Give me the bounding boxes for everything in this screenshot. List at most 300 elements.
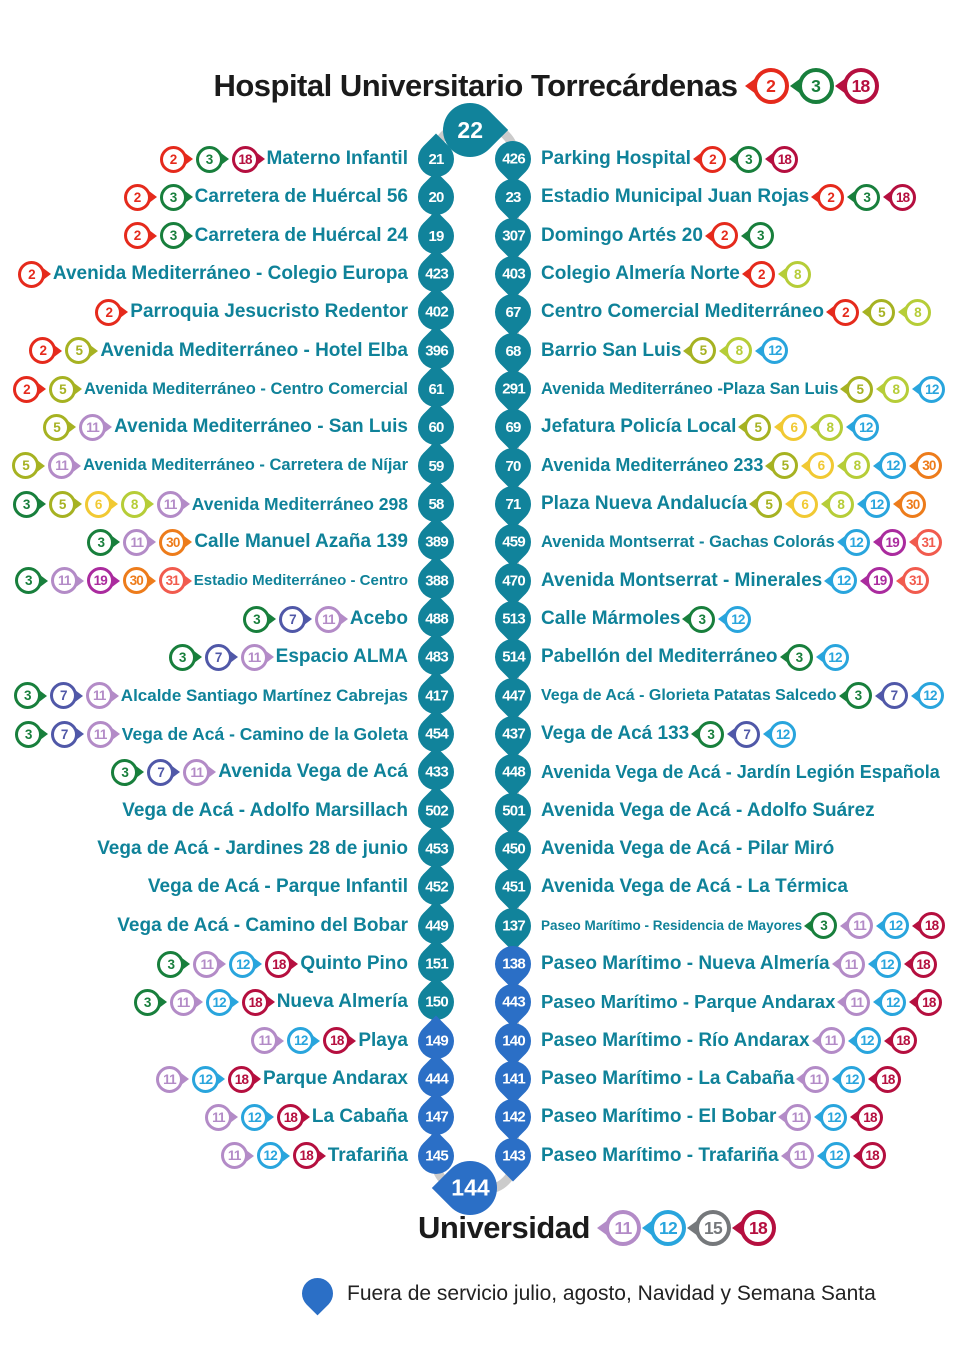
line-badge-number: 11 xyxy=(163,1071,176,1087)
line-7-badge xyxy=(279,606,306,633)
line-19-badge xyxy=(87,567,114,594)
stop-row xyxy=(493,332,948,370)
stop-line-badges xyxy=(43,414,106,441)
stop-number: 451 xyxy=(501,878,525,896)
line-badge-number: 11 xyxy=(791,1109,805,1125)
line-8-badge xyxy=(882,376,909,403)
stop-row xyxy=(493,447,948,485)
line-badge-number: 12 xyxy=(845,1071,859,1087)
line-12-badge xyxy=(650,1210,686,1246)
line-12-badge xyxy=(229,951,256,978)
line-badge-number: 2 xyxy=(842,304,849,320)
stop-line-badges xyxy=(838,951,937,978)
line-badge-number: 19 xyxy=(93,573,107,589)
line-badge-number: 3 xyxy=(820,918,827,934)
line-12-badge xyxy=(769,721,796,748)
line-12-badge xyxy=(823,1142,850,1169)
line-18-badge xyxy=(843,68,879,104)
line-badge-number: 11 xyxy=(809,1071,823,1087)
stop-name: Avenida Mediterráneo - Hotel Elba xyxy=(100,339,408,361)
line-badge-number: 2 xyxy=(169,151,177,167)
stop-line-badges xyxy=(688,606,751,633)
stop-row xyxy=(12,255,456,293)
line-11-badge xyxy=(784,1104,811,1131)
line-12-badge xyxy=(206,989,233,1016)
line-badge-number: 11 xyxy=(247,649,261,665)
legend xyxy=(302,1278,876,1309)
line-badge-number: 12 xyxy=(236,956,250,972)
stop-line-badges xyxy=(810,912,945,939)
stop-marker xyxy=(488,862,539,913)
line-2-badge xyxy=(18,261,45,288)
stop-name: Paseo Marítimo - Nueva Almería xyxy=(541,953,830,975)
stop-line-badges xyxy=(14,682,113,709)
stop-name: Avenida Montserrat - Gachas Colorás xyxy=(541,532,835,551)
line-badge-number: 12 xyxy=(198,1071,213,1087)
line-11-badge xyxy=(205,1104,232,1131)
line-3-badge xyxy=(13,491,40,518)
line-badge-number: 3 xyxy=(811,75,821,96)
line-badge-number: 5 xyxy=(781,458,789,474)
line-badge-number: 3 xyxy=(854,688,862,704)
line-badge-number: 5 xyxy=(58,496,66,512)
line-badge-number: 18 xyxy=(234,1071,249,1087)
stop-line-badges xyxy=(12,452,75,479)
stop-name: Vega de Acá - Glorieta Patatas Salcedo xyxy=(541,686,837,704)
stop-name: Vega de Acá - Camino de la Goleta xyxy=(121,723,408,744)
line-7-badge xyxy=(147,759,174,786)
stop-marker-cell xyxy=(493,294,533,330)
line-30-badge xyxy=(915,452,942,479)
stop-number: 140 xyxy=(501,1032,525,1050)
stop-line-badges xyxy=(160,146,259,173)
line-badge-number: 18 xyxy=(851,75,870,96)
stop-number: 452 xyxy=(424,878,448,896)
stop-name: Avenida Montserrat - Minerales xyxy=(541,569,823,591)
stop-line-badges xyxy=(784,1104,883,1131)
stop-number: 443 xyxy=(501,993,525,1011)
stop-marker-cell xyxy=(493,678,533,714)
stop-name: Nueva Almería xyxy=(276,991,408,1013)
line-3-badge xyxy=(747,222,774,249)
stop-marker xyxy=(488,134,539,185)
line-2-badge xyxy=(711,222,738,249)
stop-marker-cell xyxy=(493,218,533,254)
line-badge-number: 5 xyxy=(878,304,885,320)
line-12-badge xyxy=(917,682,944,709)
stop-line-badges xyxy=(134,989,269,1016)
header-terminus-title: Hospital Universitario Torrecárdenas xyxy=(213,68,738,103)
stop-number: 147 xyxy=(424,1108,448,1126)
stop-name: Barrio San Luis xyxy=(541,339,682,361)
line-badge-number: 5 xyxy=(765,496,773,512)
stop-marker xyxy=(488,939,539,990)
stop-number: 59 xyxy=(428,457,444,475)
line-12-badge xyxy=(820,1104,847,1131)
stop-number: 68 xyxy=(505,342,521,360)
line-12-badge xyxy=(257,1142,284,1169)
stop-row xyxy=(12,370,456,408)
line-11-badge xyxy=(843,989,870,1016)
stop-row xyxy=(12,983,456,1021)
line-11-badge xyxy=(48,452,75,479)
line-badge-number: 8 xyxy=(130,496,138,512)
stop-marker xyxy=(488,249,539,300)
stop-number: 444 xyxy=(424,1070,448,1088)
stop-marker-cell xyxy=(493,831,533,867)
stop-name: Avenida Mediterráneo -Plaza San Luis xyxy=(541,379,839,398)
stop-row xyxy=(12,715,456,753)
stop-name: Jefatura Policía Local xyxy=(541,416,737,438)
stop-name: Parroquia Jesucristo Redentor xyxy=(130,301,408,323)
line-badge-number: 5 xyxy=(75,343,83,359)
stop-row xyxy=(493,562,948,600)
line-11-badge xyxy=(86,682,113,709)
stop-name: La Cabaña xyxy=(311,1106,408,1128)
stop-number: 448 xyxy=(501,763,525,781)
line-badge-number: 11 xyxy=(853,918,866,934)
stop-marker xyxy=(488,517,539,568)
line-badge-number: 18 xyxy=(916,956,930,972)
stop-line-badges xyxy=(748,261,811,288)
stop-row xyxy=(12,1098,456,1136)
stop-line-badges xyxy=(846,376,945,403)
stop-number: 69 xyxy=(505,418,521,436)
line-12-badge xyxy=(822,644,849,671)
stop-marker-cell xyxy=(493,524,533,560)
line-2-badge xyxy=(753,68,789,104)
stop-marker xyxy=(488,747,539,798)
line-badge-number: 2 xyxy=(105,304,113,320)
line-12-badge xyxy=(879,989,906,1016)
line-11-badge xyxy=(87,721,114,748)
line-11-badge xyxy=(221,1142,248,1169)
stop-line-badges xyxy=(156,1066,255,1093)
line-3-badge xyxy=(735,146,762,173)
stop-number: 453 xyxy=(424,840,448,858)
line-3-badge xyxy=(853,184,880,211)
line-11-badge xyxy=(315,606,342,633)
stop-name: Vega de Acá - Parque Infantil xyxy=(147,876,408,898)
line-18-badge xyxy=(859,1142,886,1169)
stop-name: Domingo Artés 20 xyxy=(541,224,703,246)
line-5-badge xyxy=(12,452,39,479)
line-badge-number: 5 xyxy=(53,419,60,435)
line-3-badge xyxy=(845,682,872,709)
line-6-badge xyxy=(780,414,807,441)
stop-number: 447 xyxy=(501,687,525,705)
stop-marker-cell xyxy=(493,371,533,407)
line-badge-number: 11 xyxy=(227,1148,241,1164)
line-badge-number: 18 xyxy=(896,1033,910,1049)
stop-marker-cell xyxy=(493,869,533,905)
line-badge-number: 2 xyxy=(721,228,728,244)
stop-row xyxy=(493,1060,948,1098)
line-badge-number: 18 xyxy=(299,1148,313,1164)
stop-number: 470 xyxy=(501,572,525,590)
line-badge-number: 11 xyxy=(322,611,335,627)
line-3-badge xyxy=(87,529,114,556)
stop-number: 137 xyxy=(501,917,525,935)
line-badge-number: 31 xyxy=(909,573,923,589)
line-12-badge xyxy=(287,1027,314,1054)
line-badge-number: 3 xyxy=(23,688,31,704)
line-badge-number: 31 xyxy=(165,573,179,589)
line-badge-number: 11 xyxy=(793,1148,807,1164)
line-badge-number: 12 xyxy=(212,994,226,1010)
line-badge-number: 11 xyxy=(200,956,214,972)
stop-number: 151 xyxy=(424,955,448,973)
line-badge-number: 15 xyxy=(704,1217,722,1238)
line-12-badge xyxy=(843,529,870,556)
line-7-badge xyxy=(881,682,908,709)
line-12-badge xyxy=(852,414,879,441)
line-badge-number: 11 xyxy=(86,419,99,435)
line-badge-number: 18 xyxy=(922,994,936,1010)
line-18-badge xyxy=(910,951,937,978)
line-badge-number: 5 xyxy=(699,343,707,359)
stop-row xyxy=(493,677,948,715)
line-badge-number: 8 xyxy=(793,266,801,282)
line-badge-number: 7 xyxy=(59,688,67,704)
line-7-badge xyxy=(733,721,760,748)
line-12-badge xyxy=(918,376,945,403)
line-3-badge xyxy=(160,222,187,249)
stop-row xyxy=(12,600,456,638)
stop-name: Avenida Mediterráneo 298 xyxy=(191,493,408,514)
stop-name: Avenida Mediterráneo - Carretera de Níjar xyxy=(83,456,408,475)
line-badge-number: 2 xyxy=(23,381,30,397)
stop-marker xyxy=(488,1015,539,1066)
stop-number: 70 xyxy=(505,457,521,475)
line-badge-number: 11 xyxy=(176,994,190,1010)
stop-row xyxy=(12,140,456,178)
line-badge-number: 8 xyxy=(914,304,921,320)
line-5-badge xyxy=(755,491,782,518)
stop-row xyxy=(12,945,456,983)
stop-line-badges xyxy=(755,491,926,518)
line-12-badge xyxy=(761,337,788,364)
stop-name: Paseo Marítimo - El Bobar xyxy=(541,1106,777,1128)
stop-marker-cell xyxy=(493,1061,533,1097)
line-badge-number: 12 xyxy=(659,1217,677,1238)
seasonal-stop-pin-icon xyxy=(296,1272,340,1316)
line-5-badge xyxy=(868,299,895,326)
line-3-badge xyxy=(196,146,223,173)
stop-name: Avenida Mediterráneo 233 xyxy=(541,455,764,476)
line-badge-number: 3 xyxy=(121,764,129,780)
line-18-badge xyxy=(323,1027,350,1054)
stop-line-badges xyxy=(221,1142,320,1169)
header xyxy=(66,68,960,104)
stop-row xyxy=(12,638,456,676)
line-badge-number: 18 xyxy=(777,151,792,167)
stop-line-badges xyxy=(818,1027,917,1054)
line-badge-number: 12 xyxy=(731,611,745,627)
stop-number: 145 xyxy=(424,1147,448,1165)
stop-number: 71 xyxy=(505,495,521,513)
line-badge-number: 3 xyxy=(795,649,803,665)
line-badge-number: 19 xyxy=(873,573,887,589)
line-badge-number: 6 xyxy=(790,419,798,435)
stop-number: 426 xyxy=(501,150,525,168)
line-badge-number: 12 xyxy=(829,1148,843,1164)
line-badge-number: 7 xyxy=(890,688,898,704)
stop-number: 389 xyxy=(424,533,448,551)
line-5-badge xyxy=(689,337,716,364)
line-badge-number: 11 xyxy=(212,1109,225,1125)
line-badge-number: 3 xyxy=(698,611,706,627)
line-12-badge xyxy=(879,452,906,479)
line-2-badge xyxy=(160,146,187,173)
line-11-badge xyxy=(787,1142,814,1169)
terminal-top-stop-number: 22 xyxy=(457,116,483,143)
stop-number: 149 xyxy=(424,1032,448,1050)
line-2-badge xyxy=(29,337,56,364)
line-3-badge xyxy=(798,68,834,104)
stop-line-badges xyxy=(843,989,942,1016)
stop-name: Paseo Marítimo - La Cabaña xyxy=(541,1068,795,1090)
stop-number: 67 xyxy=(505,303,521,321)
line-badge-number: 3 xyxy=(97,534,105,550)
line-badge-number: 11 xyxy=(850,994,864,1010)
stop-line-badges xyxy=(697,721,796,748)
stop-number: 423 xyxy=(424,265,448,283)
stop-number: 307 xyxy=(501,227,525,245)
line-18-badge xyxy=(277,1104,304,1131)
stop-line-badges xyxy=(771,452,942,479)
stop-line-badges xyxy=(830,567,929,594)
line-badge-number: 3 xyxy=(143,994,151,1010)
stop-number: 403 xyxy=(501,265,525,283)
line-11-badge xyxy=(193,951,220,978)
line-8-badge xyxy=(121,491,148,518)
line-badge-number: 3 xyxy=(205,151,213,167)
stop-name: Calle Mármoles xyxy=(541,608,681,630)
line-badge-number: 30 xyxy=(129,573,143,589)
stop-row xyxy=(493,907,948,945)
line-badge-number: 7 xyxy=(214,649,222,665)
stop-number: 502 xyxy=(424,802,448,820)
stop-number: 142 xyxy=(501,1108,525,1126)
stop-marker-cell xyxy=(493,946,533,982)
line-18-badge xyxy=(918,912,945,939)
stop-number: 388 xyxy=(424,572,448,590)
stop-marker-cell xyxy=(493,486,533,522)
stop-row xyxy=(493,715,948,753)
stop-marker xyxy=(488,402,539,453)
stop-line-badges xyxy=(13,376,76,403)
line-8-badge xyxy=(827,491,854,518)
stop-line-badges xyxy=(787,1142,886,1169)
line-12-badge xyxy=(854,1027,881,1054)
stop-name: Paseo Marítimo - Parque Andarax xyxy=(541,991,836,1013)
line-11-badge xyxy=(79,414,106,441)
line-2-badge xyxy=(124,184,151,211)
stop-name: Estadio Mediterráneo - Centro xyxy=(193,572,408,590)
stop-line-badges xyxy=(845,682,944,709)
line-badge-number: 12 xyxy=(859,419,873,435)
stop-number: 514 xyxy=(501,648,525,666)
line-badge-number: 7 xyxy=(743,726,751,742)
stop-line-badges xyxy=(15,721,114,748)
line-badge-number: 8 xyxy=(892,381,900,397)
stop-line-badges xyxy=(843,529,942,556)
stop-number: 58 xyxy=(428,495,444,513)
stop-row xyxy=(493,600,948,638)
line-11-badge xyxy=(183,759,210,786)
stop-marker xyxy=(488,1054,539,1105)
stop-marker-cell xyxy=(493,179,533,215)
line-badge-number: 12 xyxy=(247,1109,262,1125)
stop-row xyxy=(12,523,456,561)
line-badge-number: 18 xyxy=(330,1033,344,1049)
line-badge-number: 11 xyxy=(93,726,107,742)
stop-marker-cell xyxy=(493,333,533,369)
stop-line-badges xyxy=(699,146,798,173)
stop-marker-cell xyxy=(493,563,533,599)
stop-marker xyxy=(488,594,539,645)
line-badge-number: 7 xyxy=(60,726,68,742)
line-badge-number: 11 xyxy=(614,1217,632,1238)
stop-name: Parque Andarax xyxy=(262,1068,408,1090)
stop-marker-cell xyxy=(493,639,533,675)
line-6-badge xyxy=(791,491,818,518)
line-6-badge xyxy=(807,452,834,479)
line-30-badge xyxy=(899,491,926,518)
line-7-badge xyxy=(51,721,78,748)
line-2-badge xyxy=(124,222,151,249)
stop-name: Calle Manuel Azaña 139 xyxy=(194,531,408,553)
stop-row xyxy=(493,830,948,868)
line-5-badge xyxy=(49,491,76,518)
stop-number: 291 xyxy=(501,380,525,398)
line-badge-number: 11 xyxy=(163,496,177,512)
line-badge-number: 30 xyxy=(166,534,180,550)
line-8-badge xyxy=(904,299,931,326)
stop-name: Pabellón del Mediterráneo xyxy=(541,646,778,668)
line-18-badge xyxy=(889,184,916,211)
line-11-badge xyxy=(241,644,268,671)
line-badge-number: 5 xyxy=(22,458,29,474)
stop-row xyxy=(12,562,456,600)
stop-number: 60 xyxy=(428,418,444,436)
line-badge-number: 3 xyxy=(745,151,752,167)
line-12-badge xyxy=(863,491,890,518)
stop-marker xyxy=(488,709,539,760)
stop-marker xyxy=(488,1130,539,1181)
stop-row xyxy=(493,217,948,255)
line-2-badge xyxy=(832,299,859,326)
stop-name: Colegio Almería Norte xyxy=(541,263,740,285)
line-19-badge xyxy=(866,567,893,594)
line-19-badge xyxy=(879,529,906,556)
stop-marker-cell xyxy=(493,984,533,1020)
line-3-badge xyxy=(160,184,187,211)
stop-name: Carretera de Huércal 24 xyxy=(194,224,408,246)
line-11-badge xyxy=(170,989,197,1016)
line-12-badge xyxy=(882,912,909,939)
stop-name: Vega de Acá - Jardines 28 de junio xyxy=(97,838,408,860)
line-5-badge xyxy=(49,376,76,403)
line-badge-number: 8 xyxy=(826,419,834,435)
stop-marker xyxy=(488,325,539,376)
line-badge-number: 5 xyxy=(856,381,864,397)
line-badge-number: 18 xyxy=(238,151,252,167)
stop-number: 454 xyxy=(424,725,448,743)
line-11-badge xyxy=(123,529,150,556)
stop-name: Avenida Vega de Acá - Jardín Legión Española xyxy=(541,761,940,782)
